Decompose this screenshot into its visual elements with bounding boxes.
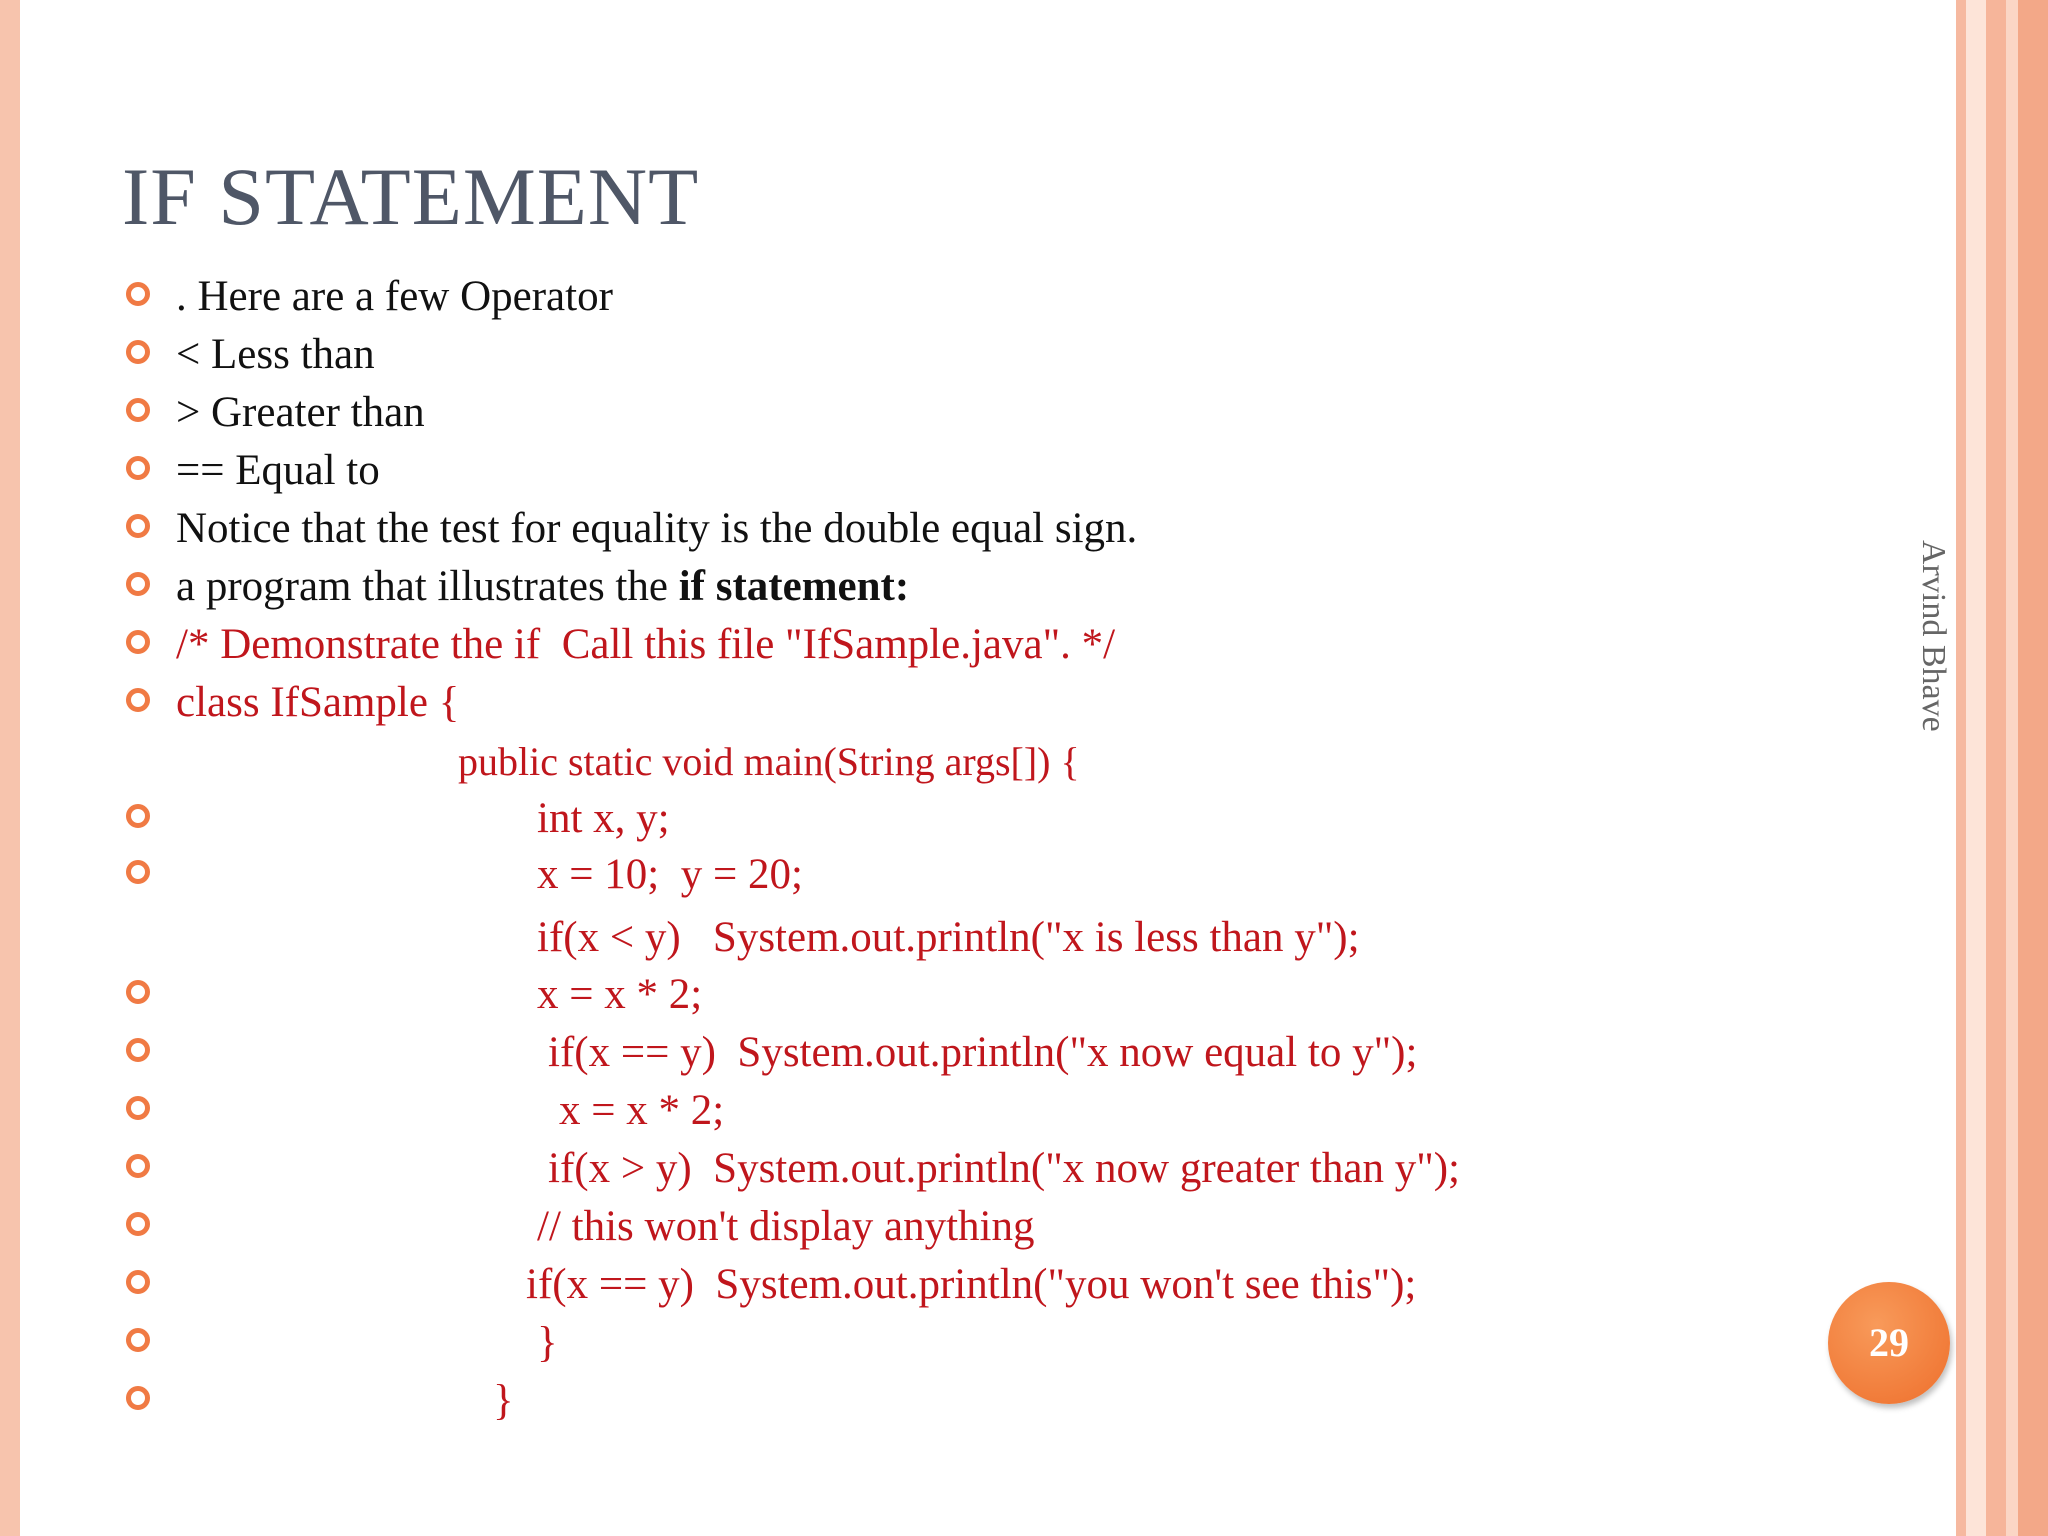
bullet-circle-icon — [126, 860, 150, 884]
right-decorative-stripe — [2018, 0, 2048, 1536]
right-decorative-stripe — [1956, 0, 1966, 1536]
list-item — [0, 326, 1900, 384]
bullet-circle-icon — [126, 456, 150, 480]
equality-note-text: Notice that the test for equality is the double equal sign. — [176, 505, 1138, 552]
author-name: Arvind Bhave — [1915, 540, 1952, 732]
bullet-circle-icon — [126, 688, 150, 712]
right-decorative-stripe — [1966, 0, 1986, 1536]
equal-to-text: == Equal to — [176, 447, 380, 494]
list-item — [0, 674, 1900, 732]
list-item — [0, 790, 1900, 848]
greater-than-text: > Greater than — [176, 389, 425, 436]
code-closing-brace: } — [537, 1319, 558, 1366]
bullet-circle-icon — [126, 1096, 150, 1120]
bullet-circle-icon — [126, 980, 150, 1004]
list-item — [0, 442, 1900, 500]
right-decorative-stripe — [1986, 0, 2006, 1536]
operator-intro-text: . Here are a few Operator — [176, 273, 613, 320]
list-item — [0, 1082, 1900, 1140]
bullet-circle-icon — [126, 340, 150, 364]
bullet-circle-icon — [126, 1328, 150, 1352]
program-intro-bold: if statement: — [678, 563, 910, 610]
bullet-circle-icon — [126, 804, 150, 828]
bullet-circle-icon — [126, 630, 150, 654]
code-line: // this won't display anything — [537, 1203, 1035, 1250]
code-line: if(x == y) System.out.println("you won't see this"); — [526, 1261, 1417, 1308]
bullet-circle-icon — [126, 1212, 150, 1236]
code-line: x = x * 2; — [537, 971, 703, 1018]
code-comment-line: /* Demonstrate the if Call this file "IfSample.java". */ — [176, 621, 1116, 668]
bullet-circle-icon — [126, 398, 150, 422]
list-item — [0, 500, 1900, 558]
list-item — [0, 268, 1900, 326]
code-line: int x, y; — [537, 795, 670, 842]
slide-title: IF STATEMENT — [122, 151, 700, 242]
code-line — [0, 909, 1900, 967]
code-class-line: class IfSample { — [176, 679, 460, 726]
list-item — [0, 1024, 1900, 1082]
bullet-circle-icon — [126, 514, 150, 538]
list-item — [0, 1314, 1900, 1372]
code-line: if(x < y) System.out.println("x is less than y"); — [537, 914, 1360, 961]
code-line: if(x == y) System.out.println("x now equal to y"); — [548, 1029, 1418, 1076]
list-item — [0, 558, 1900, 616]
code-main-method-line: public static void main(String args[]) { — [458, 739, 1080, 784]
program-intro-plain: a program that illustrates the — [176, 563, 679, 610]
list-item — [0, 384, 1900, 442]
list-item — [0, 1198, 1900, 1256]
code-closing-brace: } — [493, 1377, 514, 1424]
list-item — [0, 966, 1900, 1024]
bullet-circle-icon — [126, 1154, 150, 1178]
bullet-circle-icon — [126, 1038, 150, 1062]
bullet-circle-icon — [126, 282, 150, 306]
list-item — [0, 846, 1900, 904]
list-item — [0, 616, 1900, 674]
page-number-badge: 29 — [1828, 1282, 1950, 1404]
bullet-circle-icon — [126, 1386, 150, 1410]
list-item — [0, 1140, 1900, 1198]
code-line — [0, 733, 1900, 791]
program-intro-text — [176, 558, 909, 616]
right-decorative-stripe — [2006, 0, 2018, 1536]
code-line: x = x * 2; — [559, 1087, 725, 1134]
less-than-text: < Less than — [176, 331, 375, 378]
code-line: x = 10; y = 20; — [537, 851, 803, 898]
bullet-circle-icon — [126, 1270, 150, 1294]
bullet-circle-icon — [126, 572, 150, 596]
list-item — [0, 1256, 1900, 1314]
list-item — [0, 1372, 1900, 1430]
code-line: if(x > y) System.out.println("x now greater than y"); — [548, 1145, 1461, 1192]
